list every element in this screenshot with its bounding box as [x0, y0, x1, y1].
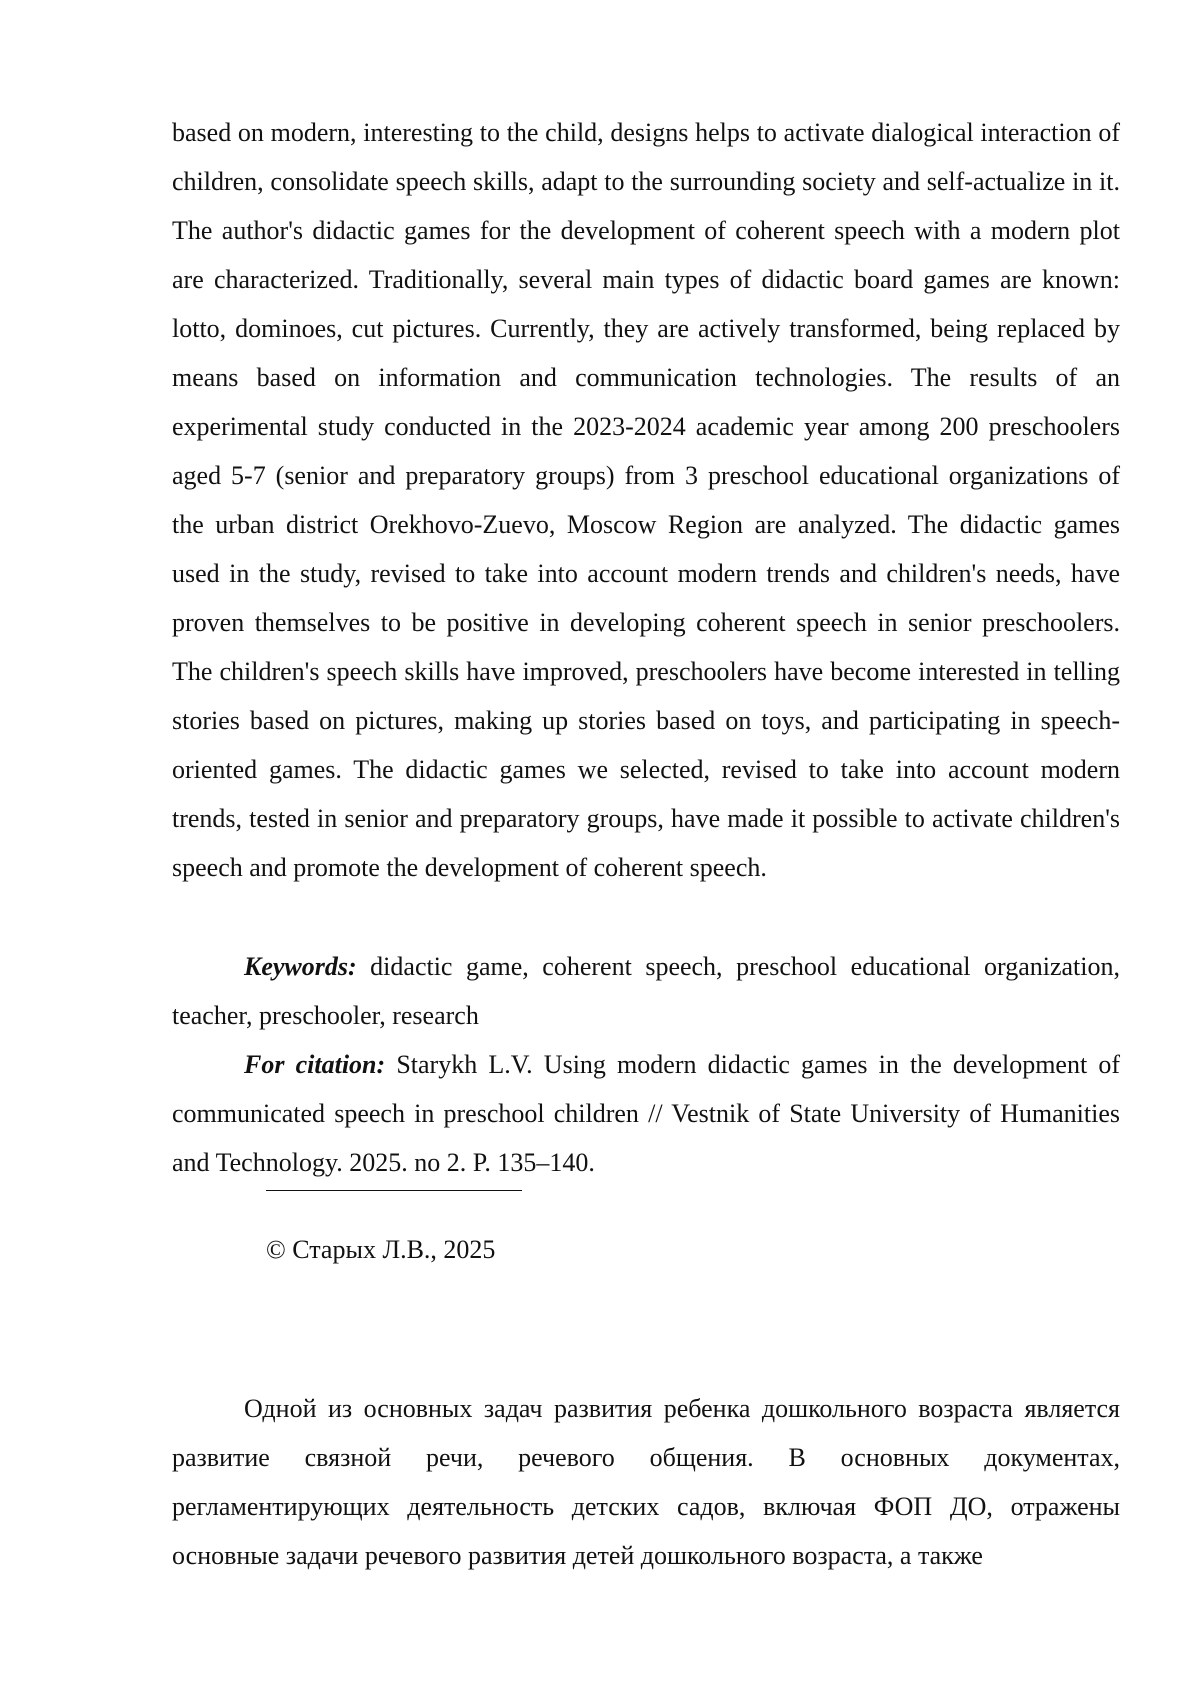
- footnote-divider: [266, 1190, 522, 1191]
- keywords-paragraph: [172, 942, 1120, 1040]
- citation-paragraph: [172, 1040, 1120, 1187]
- keywords-label: Keywords:: [244, 952, 357, 981]
- abstract-paragraph: based on modern, interesting to the child, designs helps to activate dialogical interaction of children, consolidate speech skills, adapt to the surrounding society and self-actualize in it. The author's didactic games for the development of coherent speech with a modern plot are characterized. Traditionally, several main types of didactic board games are known: lotto, dominoes, cut pictures. Currently, they are actively transformed, being replaced by means based on information and communication technologies. The results of an experimental study conducted in the 2023-2024 academic year among 200 preschoolers aged 5-7 (senior and preparatory groups) from 3 preschool educational organizations of the urban district Orekhovo-Zuevo, Moscow Region are analyzed. The didactic games used in the study, revised to take into account modern trends and children's needs, have proven themselves to be positive in developing coherent speech in senior preschoolers. The children's speech skills have improved, preschoolers have become interested in telling stories based on pictures, making up stories based on toys, and participating in speech-oriented games. The didactic games we selected, revised to take into account modern trends, tested in senior and preparatory groups, have made it possible to activate children's speech and promote the development of coherent speech.: [172, 118, 1120, 882]
- copyright-footnote: © Старых Л.В., 2025: [266, 1235, 496, 1264]
- body-paragraph: Одной из основных задач развития ребенка дошкольного возраста является развитие связной речи, речевого общения. В основных документах, регламентирующих деятельность детских садов, включая ФОП ДО, отражены основные задачи речевого развития детей дошкольного возраста, а также: [172, 1394, 1120, 1570]
- citation-label: For citation:: [244, 1050, 386, 1079]
- citation-text: Starykh L.V. Using modern didactic games in the development of communicated speech in preschool children // Vestnik of State University of Humanities and Technology. 2025. no 2. P. 135–140.: [172, 1050, 1120, 1177]
- keywords-text: didactic game, coherent speech, preschool educational organization, teacher, preschooler, research: [172, 952, 1120, 1030]
- keywords-section: [172, 942, 1120, 1040]
- body-section: [172, 1384, 1120, 1580]
- citation-section: [172, 1040, 1120, 1187]
- abstract-section: [172, 108, 1120, 892]
